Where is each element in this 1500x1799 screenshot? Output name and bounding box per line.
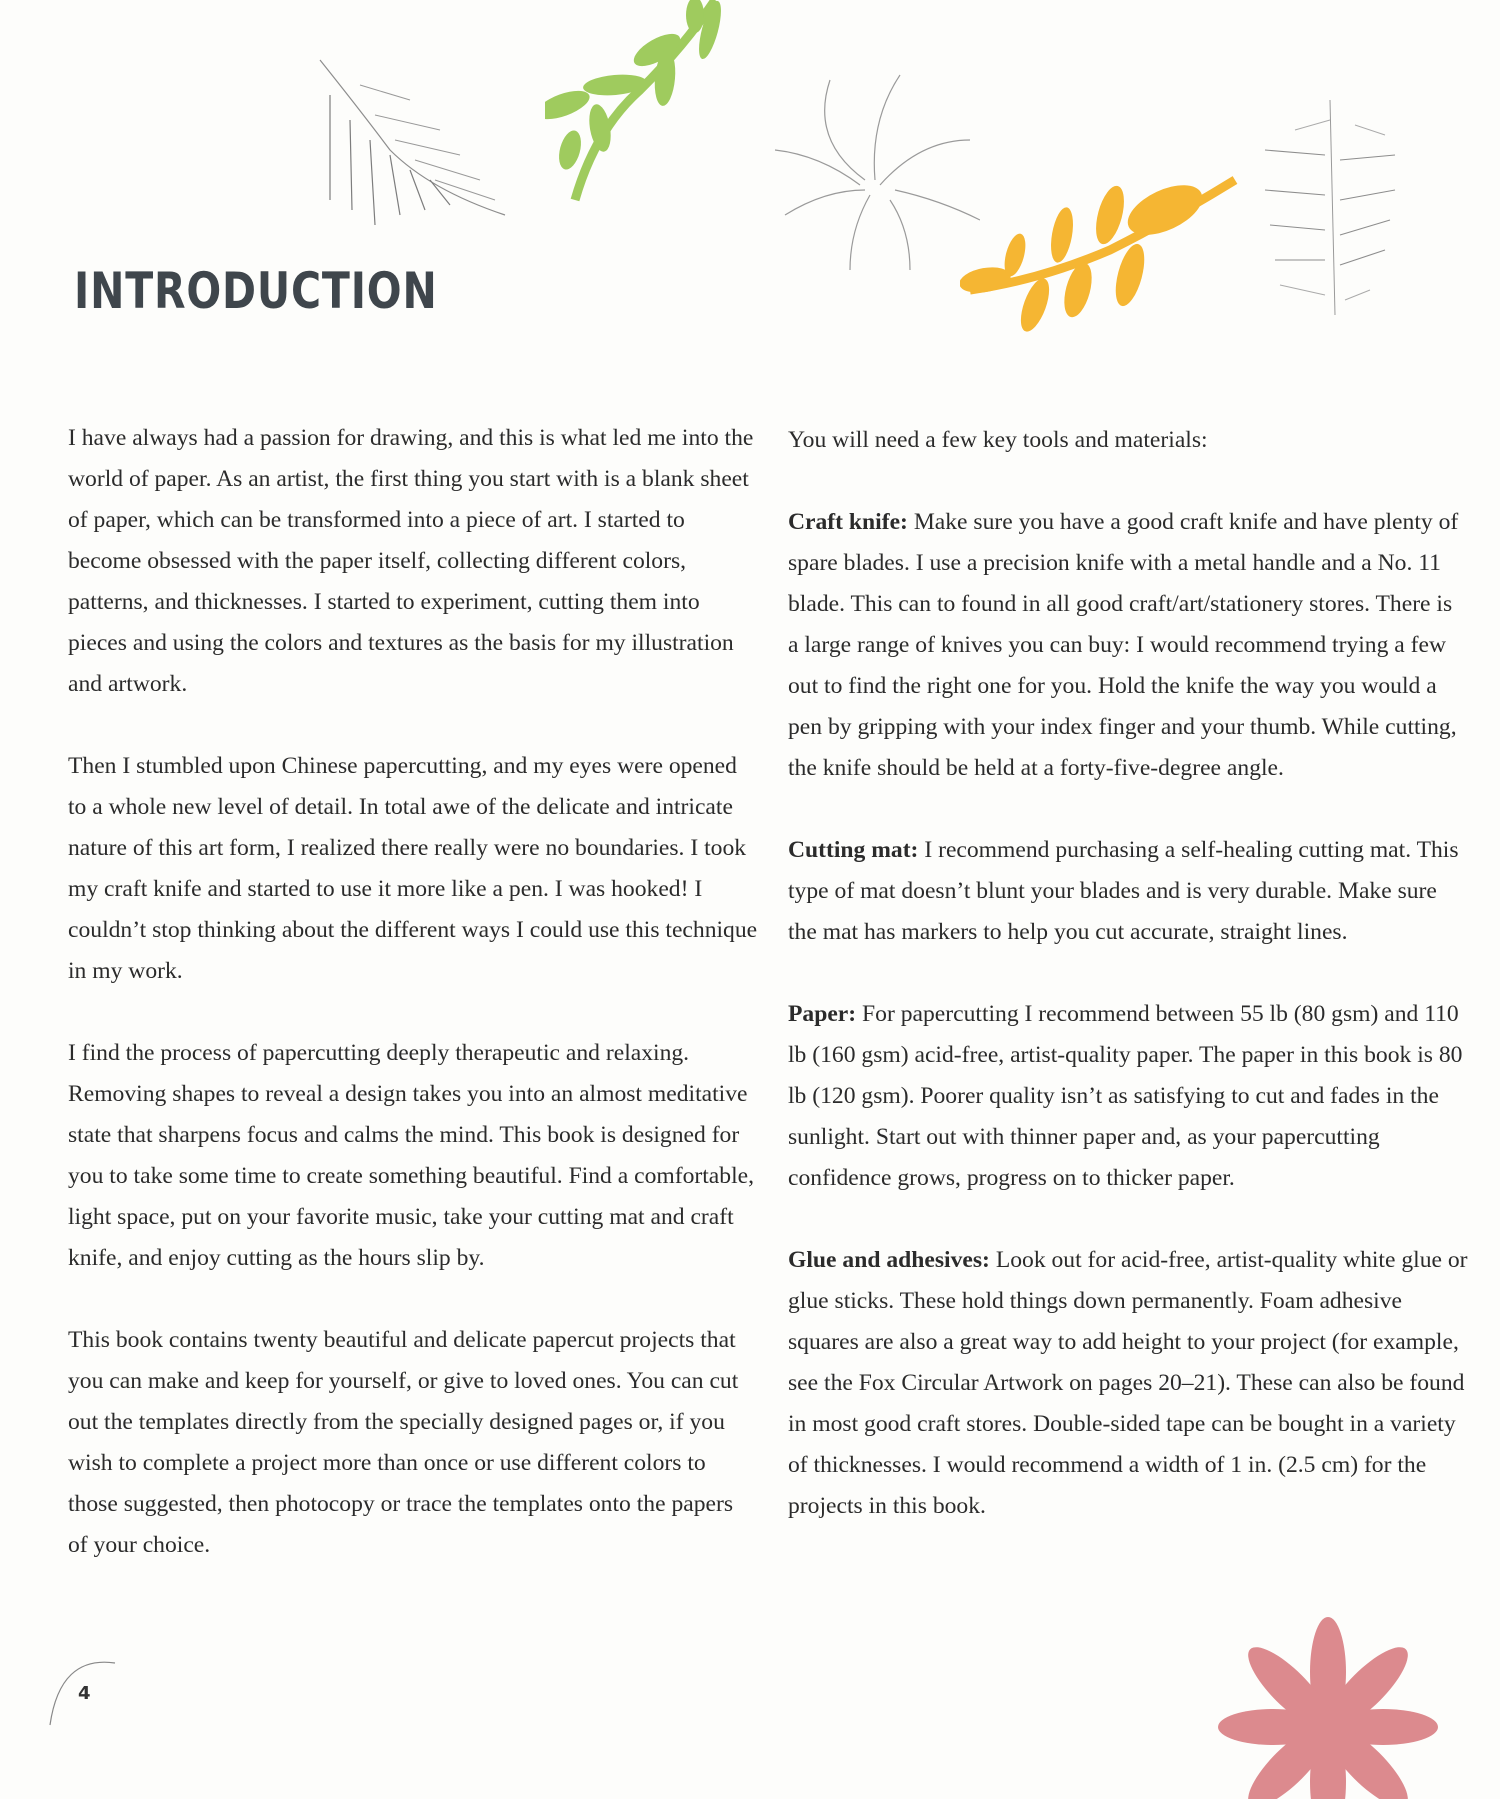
tool-term: Paper: — [788, 1001, 857, 1027]
tool-entry-glue — [788, 1240, 1468, 1527]
tool-description: I recommend purchasing a self-healing cutting mat. This type of mat doesn’t blunt your blades and is very durable. Make sure the mat has markers to help you cut accurate, straight lines. — [788, 837, 1459, 945]
intro-paragraph: I find the process of papercutting deeply therapeutic and relaxing. Removing shapes to reveal a design takes you into an almost meditative state that sharpens focus and calms the mind. This book is designed for you to take some time to create something beautiful. Find a comfortable, light space, put on your favorite music, take your cutting mat and craft knife, and enjoy cutting as the hours slip by. — [68, 1040, 754, 1271]
tool-term: Glue and adhesives: — [788, 1247, 990, 1273]
tool-term: Craft knife: — [788, 509, 908, 535]
white-feather-leaf-cutout — [1255, 95, 1405, 325]
page-number: 4 — [78, 1683, 91, 1704]
tools-text-column — [788, 420, 1468, 1568]
intro-paragraph: This book contains twenty beautiful and delicate papercut projects that you can make and keep for yourself, or give to loved ones. You can cut out the templates directly from the specially designed pages or, if you wish to complete a project more than once or use different colors to those suggested, then photocopy or trace the templates onto the papers of your choice. — [68, 1327, 739, 1558]
white-fern-leaf-cutout — [300, 40, 530, 230]
tool-entry-paper — [788, 994, 1468, 1199]
tool-description: Make sure you have a good craft knife and have plenty of spare blades. I use a precision knife with a metal handle and a No. 11 blade. This can to found in all good craft/art/stationery stores. There is a large range of knives you can buy: I would recommend trying a few out to find the right one for you. Hold the knife the way you would a pen by gripping with your index finger and your thumb. While cutting, the knife should be held at a forty-five-degree angle. — [788, 509, 1459, 781]
tool-entry-craft-knife — [788, 502, 1468, 789]
page-title: INTRODUCTION — [74, 262, 438, 320]
pink-flower-cutout — [1218, 1612, 1438, 1799]
tool-entry-cutting-mat — [788, 830, 1468, 953]
tool-description: For papercutting I recommend between 55 lb (80 gsm) and 110 lb (160 gsm) acid-free, artist-quality paper. The paper in this book is 80 lb (120 gsm). Poorer quality isn’t as satisfying to cut and fades in the sunlight. Start out with thinner paper and, as your papercutting confidence grows, progress on to thicker paper. — [788, 1001, 1463, 1191]
intro-text-column — [68, 418, 758, 1607]
intro-paragraph: Then I stumbled upon Chinese papercutting, and my eyes were opened to a whole new level of detail. In total awe of the delicate and intricate nature of this art form, I realized there really were no boundaries. I took my craft knife and started to use it more like a pen. I was hooked! I couldn’t stop thinking about the different ways I could use this technique in my work. — [68, 753, 758, 984]
tool-description: Look out for acid-free, artist-quality white glue or glue sticks. These hold things down permanently. Foam adhesive squares are also a great way to add height to your project (for example, see the Fox Circular Artwork on pages 20–21). These can also be found in most good craft stores. Double-sided tape can be bought in a variety of thicknesses. I would recommend a width of 1 in. (2.5 cm) for the projects in this book. — [788, 1247, 1468, 1519]
green-leaf-branch-cutout — [545, 0, 735, 210]
yellow-leaf-branch-cutout — [960, 170, 1240, 350]
intro-paragraph: I have always had a passion for drawing, and this is what led me into the world of paper. As an artist, the first thing you start with is a blank sheet of paper, which can be transformed into a piece of art. I started to become obsessed with the paper itself, collecting different colors, patterns, and thicknesses. I started to experiment, cutting them into pieces and using the colors and textures as the basis for my illustration and artwork. — [68, 425, 754, 697]
tools-intro: You will need a few key tools and materials: — [788, 427, 1208, 453]
white-flower-cutout — [770, 70, 980, 280]
tool-term: Cutting mat: — [788, 837, 919, 863]
